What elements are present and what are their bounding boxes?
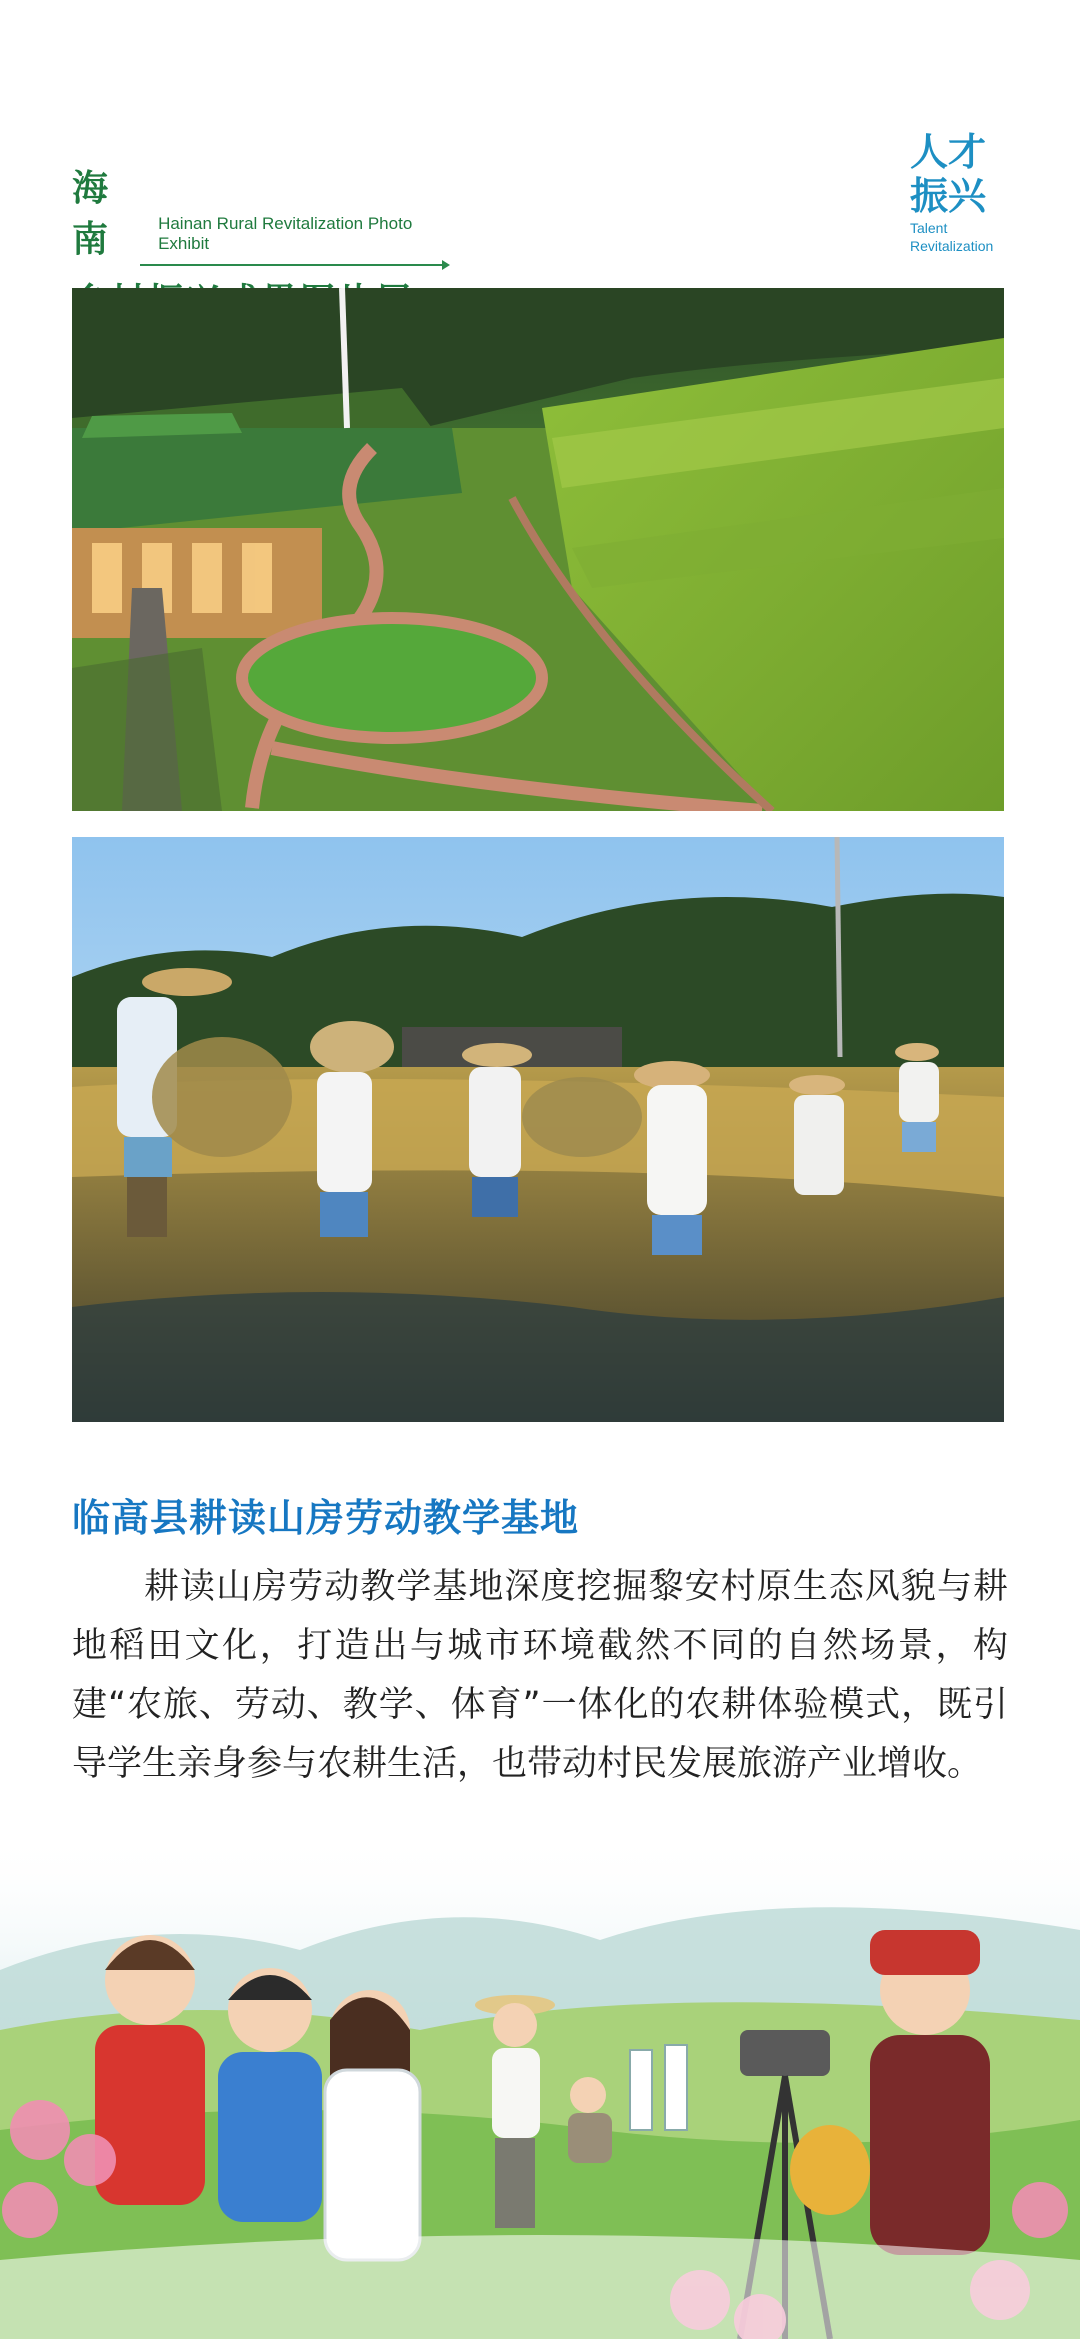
article-body: 耕读山房劳动教学基地深度挖掘黎安村原生态风貌与耕地稻田文化，打造出与城市环境截然不同的自然场景，构建“农旅、劳动、教学、体育”一体化的农耕体验模式，既引导学生亲身参与农耕生活，也带动村民发展旅游产业增收。 xyxy=(72,1567,1008,1784)
rural-illustration xyxy=(0,1830,1080,2339)
aerial-farm-photo xyxy=(72,288,1004,811)
badge-line2: 振兴 xyxy=(910,174,987,218)
article-title: 临高县耕读山房劳动教学基地 xyxy=(72,1496,580,1540)
brand-row xyxy=(72,160,452,262)
badge-line1: 人才 xyxy=(910,130,987,174)
brand-arrow-line xyxy=(140,264,448,266)
badge-english-1: Talent xyxy=(910,220,948,236)
talent-badge xyxy=(910,130,1014,254)
brand-english: Hainan Rural Revitalization Photo Exhibit xyxy=(158,214,413,253)
brand-title: 海南 xyxy=(72,168,111,260)
badge-english-2: Revitalization xyxy=(910,238,994,254)
rice-harvest-photo xyxy=(72,837,1004,1422)
